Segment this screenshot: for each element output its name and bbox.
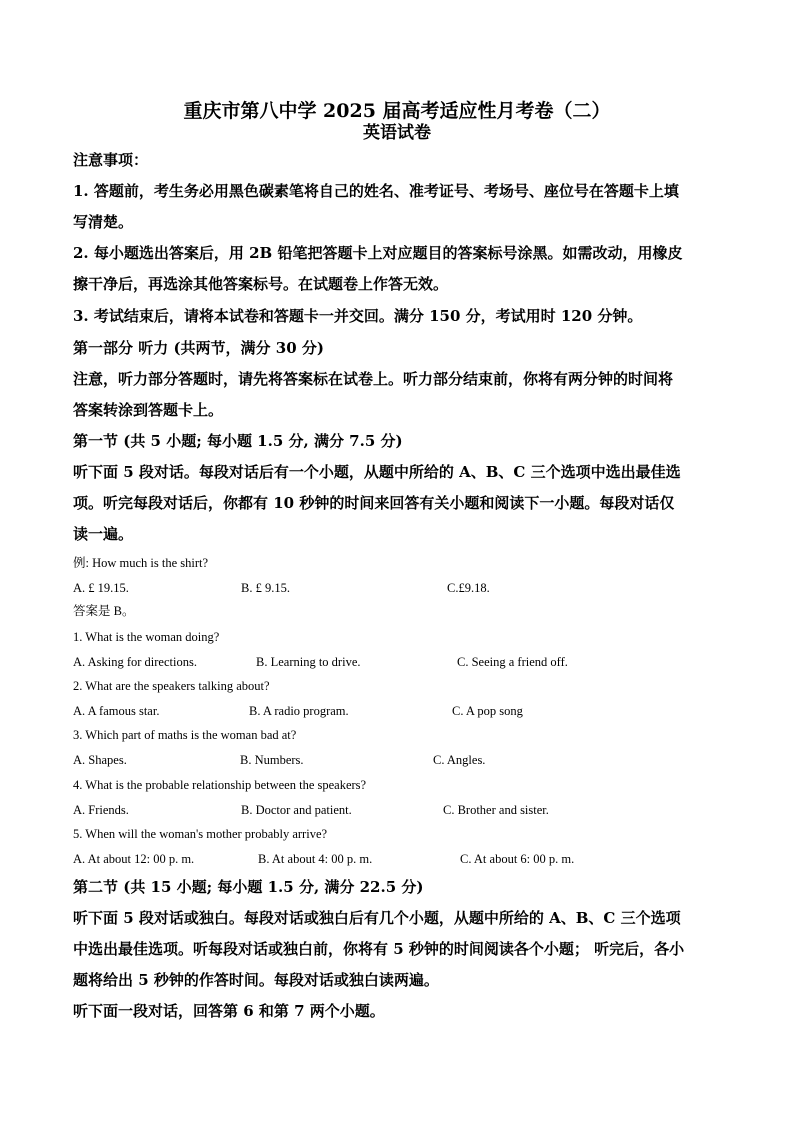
section1-instruction-line-2: 项。听完每段对话后，你都有 10 秒钟的时间来回答有关小题和阅读下一小题。每段对话仅 — [73, 494, 675, 512]
section2-instruction-line-3: 题将给出 5 秒钟的作答时间。每段对话或独白读两遍。 — [73, 971, 439, 989]
question-1-option-b: B. Learning to drive. — [256, 655, 361, 669]
note-1-line-2: 写清楚。 — [73, 213, 134, 231]
question-1-option-a: A. Asking for directions. — [73, 655, 197, 669]
question-3: 3. Which part of maths is the woman bad at? — [73, 728, 297, 742]
question-3-option-a: A. Shapes. — [73, 753, 127, 767]
question-2: 2. What are the speakers talking about? — [73, 679, 270, 693]
exam-title: 重庆市第八中学 2025 届高考适应性月考卷（二） — [183, 100, 611, 122]
question-5-option-c: C. At about 6: 00 p. m. — [460, 852, 575, 866]
section2-instruction-line-1: 听下面 5 段对话或独白。每段对话或独白后有几个小题，从题中所给的 A、B、C 三个选项 — [73, 909, 681, 927]
notes-heading: 注意事项： — [73, 151, 149, 169]
question-4-option-b: B. Doctor and patient. — [241, 803, 352, 817]
note-1-line-1: 1. 答题前，考生务必用黑色碳素笔将自己的姓名、准考证号、考场号、座位号在答题卡上填 — [73, 182, 679, 200]
example-answer: 答案是 B。 — [73, 604, 135, 618]
part1-instruction-line-2: 答案转涂到答题卡上。 — [73, 401, 224, 419]
section2-heading: 第二节 (共 15 小题; 每小题 1.5 分, 满分 22.5 分) — [73, 878, 424, 896]
example-question: 例: How much is the shirt? — [73, 556, 209, 570]
question-5-option-a: A. At about 12: 00 p. m. — [73, 852, 195, 866]
note-3-line-1: 3. 考试结束后，请将本试卷和答题卡一并交回。满分 150 分，考试用时 120 分钟。 — [73, 307, 643, 325]
example-option-b: B. £ 9.15. — [241, 581, 290, 595]
question-3-option-c: C. Angles. — [433, 753, 486, 767]
question-1: 1. What is the woman doing? — [73, 630, 220, 644]
exam-subtitle: 英语试卷 — [363, 123, 431, 143]
section2-instruction-line-2: 中选出最佳选项。听每段对话或独白前，你将有 5 秒钟的时间阅读各个小题； 听完后，各小 — [73, 940, 685, 958]
question-3-option-b: B. Numbers. — [240, 753, 304, 767]
note-2-line-2: 擦干净后，再选涂其他答案标号。在试题卷上作答无效。 — [73, 275, 449, 293]
question-5: 5. When will the woman's mother probably arrive? — [73, 827, 328, 841]
question-4-option-c: C. Brother and sister. — [443, 803, 549, 817]
section1-heading: 第一节 (共 5 小题; 每小题 1.5 分, 满分 7.5 分) — [73, 432, 403, 450]
question-1-option-c: C. Seeing a friend off. — [457, 655, 568, 669]
section2-dialogue-intro: 听下面一段对话，回答第 6 和第 7 两个小题。 — [73, 1002, 385, 1020]
part1-heading: 第一部分 听力 (共两节，满分 30 分) — [73, 339, 324, 357]
question-5-option-b: B. At about 4: 00 p. m. — [258, 852, 373, 866]
question-2-option-a: A. A famous star. — [73, 704, 160, 718]
example-option-a: A. £ 19.15. — [73, 581, 129, 595]
note-2-line-1: 2. 每小题选出答案后，用 2B 铅笔把答题卡上对应题目的答案标号涂黑。如需改动，用橡皮 — [73, 244, 683, 262]
part1-instruction-line-1: 注意，听力部分答题时，请先将答案标在试卷上。听力部分结束前，你将有两分钟的时间将 — [73, 370, 674, 388]
question-4: 4. What is the probable relationship between the speakers? — [73, 778, 367, 792]
section1-instruction-line-3: 读一遍。 — [73, 525, 134, 543]
question-2-option-b: B. A radio program. — [249, 704, 349, 718]
question-4-option-a: A. Friends. — [73, 803, 129, 817]
question-2-option-c: C. A pop song — [452, 704, 523, 718]
example-option-c: C.£9.18. — [447, 581, 490, 595]
section1-instruction-line-1: 听下面 5 段对话。每段对话后有一个小题，从题中所给的 A、B、C 三个选项中选出最佳选 — [73, 463, 681, 481]
